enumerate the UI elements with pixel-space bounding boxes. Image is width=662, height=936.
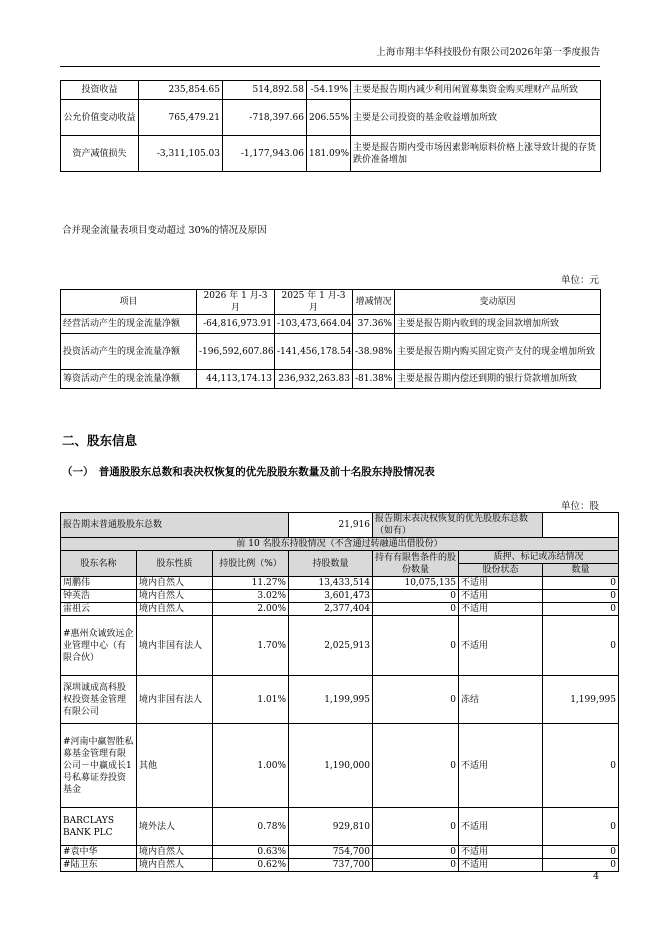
column-header: 增减情况 <box>353 290 395 315</box>
reason-cell: 主要是报告期内偿还到期的银行贷款增加所致 <box>395 370 601 389</box>
shareholding-ratio: 0.78% <box>213 808 289 846</box>
prior-cell: -718,397.66 <box>223 100 307 136</box>
column-header: 持股比例（%） <box>213 551 289 577</box>
pledge-quantity: 0 <box>543 616 619 676</box>
column-header: 股份状态 <box>459 564 543 577</box>
shareholder-nature: 境内自然人 <box>137 603 213 616</box>
prior-cell: -141,456,178.54 <box>275 334 353 370</box>
item-cell: 投资收益 <box>61 81 139 100</box>
table-row <box>61 724 619 808</box>
pledge-quantity: 1,199,995 <box>543 676 619 724</box>
column-header: 质押、标记或冻结情况 <box>459 551 619 564</box>
shareholder-nature: 境内非国有法人 <box>137 616 213 676</box>
shareholder-name: 周鹏伟 <box>61 577 137 590</box>
table-header-row <box>61 290 601 315</box>
profit-change-table <box>60 80 601 172</box>
pledge-quantity: 0 <box>543 846 619 859</box>
cashflow-change-table <box>60 289 601 389</box>
reason-cell: 主要是报告期内减少利用闲置募集资金购买理财产品所致 <box>351 81 601 100</box>
current-cell: -64,816,973.91 <box>197 315 275 334</box>
prior-cell: 236,932,263.83 <box>275 370 353 389</box>
change-cell: -81.38% <box>353 370 395 389</box>
pledge-status: 不适用 <box>459 590 543 603</box>
change-cell: 181.09% <box>307 136 351 172</box>
shareholding-quantity: 13,433,514 <box>289 577 373 590</box>
page-number: 4 <box>592 871 599 882</box>
shareholding-ratio: 11.27% <box>213 577 289 590</box>
pledge-quantity: 0 <box>543 808 619 846</box>
table-row <box>61 846 619 859</box>
change-cell: 37.36% <box>353 315 395 334</box>
shareholder-nature: 境外法人 <box>137 808 213 846</box>
restricted-shares: 10,075,135 <box>373 577 459 590</box>
total-shareholders-value: 21,916 <box>289 513 373 538</box>
restricted-shares: 0 <box>373 846 459 859</box>
shareholder-name: #河南中赢智胜私募基金管理有限公司－中赢成长1号私募证券投资基金 <box>61 724 137 808</box>
column-header: 持股数量 <box>289 551 373 577</box>
header-title: 上海市翔丰华科技股份有限公司2026年第一季度报告 <box>376 47 600 58</box>
shareholding-quantity: 1,199,995 <box>289 676 373 724</box>
pledge-quantity: 0 <box>543 590 619 603</box>
shareholder-unit: 单位：股 <box>560 501 599 512</box>
shareholder-nature: 境内自然人 <box>137 859 213 872</box>
item-cell: 筹资活动产生的现金流量净额 <box>61 370 197 389</box>
shareholding-quantity: 2,377,404 <box>289 603 373 616</box>
table-row <box>61 81 601 100</box>
pledge-status: 不适用 <box>459 616 543 676</box>
reason-cell: 主要是公司投资的基金收益增加所致 <box>351 100 601 136</box>
table-row <box>61 676 619 724</box>
column-header: 2025 年 1 月-3 月 <box>275 290 353 315</box>
shareholder-name: 钟英浩 <box>61 590 137 603</box>
shareholding-quantity: 737,700 <box>289 859 373 872</box>
restricted-shares: 0 <box>373 603 459 616</box>
table-row <box>61 136 601 172</box>
shareholder-name: #惠州众诚致远企业管理中心（有限合伙） <box>61 616 137 676</box>
shareholder-name: 雷祖云 <box>61 603 137 616</box>
pledge-status: 不适用 <box>459 808 543 846</box>
prior-cell: -1,177,943.06 <box>223 136 307 172</box>
pledge-status: 不适用 <box>459 603 543 616</box>
column-header: 股东名称 <box>61 551 137 577</box>
restricted-shares: 0 <box>373 859 459 872</box>
table-row <box>61 808 619 846</box>
table-row <box>61 577 619 590</box>
section-title: 二、股东信息 <box>62 433 138 448</box>
restricted-shares: 0 <box>373 724 459 808</box>
item-cell: 公允价值变动收益 <box>61 100 139 136</box>
cashflow-unit: 单位：元 <box>560 275 599 286</box>
reason-cell: 主要是报告期内受市场因素影响原料价格上涨导致计提的存货跌价准备增加 <box>351 136 601 172</box>
shareholder-name: BARCLAYS BANK PLC <box>61 808 137 846</box>
current-cell: 44,113,174.13 <box>197 370 275 389</box>
shareholding-ratio: 1.70% <box>213 616 289 676</box>
shareholder-table <box>60 512 619 872</box>
current-cell: -3,311,105.03 <box>139 136 223 172</box>
shareholding-ratio: 0.62% <box>213 859 289 872</box>
cashflow-intro: 合并现金流量表项目变动超过 30%的情况及原因 <box>62 225 267 236</box>
restricted-shares: 0 <box>373 590 459 603</box>
pledge-quantity: 0 <box>543 603 619 616</box>
prior-cell: 514,892.58 <box>223 81 307 100</box>
shareholding-ratio: 2.00% <box>213 603 289 616</box>
shareholder-nature: 境内自然人 <box>137 846 213 859</box>
change-cell: -54.19% <box>307 81 351 100</box>
pledge-quantity: 0 <box>543 724 619 808</box>
restricted-shares: 0 <box>373 676 459 724</box>
item-cell: 资产减值损失 <box>61 136 139 172</box>
table-row <box>61 334 601 370</box>
shareholder-name: #袁中华 <box>61 846 137 859</box>
restricted-shares: 0 <box>373 616 459 676</box>
pledge-quantity: 0 <box>543 577 619 590</box>
table-row <box>61 616 619 676</box>
summary-row <box>61 513 619 538</box>
shareholder-nature: 境内自然人 <box>137 577 213 590</box>
shareholding-ratio: 3.02% <box>213 590 289 603</box>
page-header <box>60 40 600 67</box>
shareholder-name: 深圳诚成高科股权投资基金管理有限公司 <box>61 676 137 724</box>
shareholding-quantity: 929,810 <box>289 808 373 846</box>
restricted-shares: 0 <box>373 808 459 846</box>
shareholder-nature: 境内自然人 <box>137 590 213 603</box>
reason-cell: 主要是报告期内购买固定资产支付的现金增加所致 <box>395 334 601 370</box>
current-cell: -196,592,607.86 <box>197 334 275 370</box>
column-header: 变动原因 <box>395 290 601 315</box>
total-shareholders-label: 报告期末普通股股东总数 <box>61 513 289 538</box>
change-cell: 206.55% <box>307 100 351 136</box>
shareholder-name: #陆卫东 <box>61 859 137 872</box>
column-header: 持有有限售条件的股份数量 <box>373 551 459 577</box>
pledge-status: 不适用 <box>459 577 543 590</box>
pledge-status: 冻结 <box>459 676 543 724</box>
pledge-status: 不适用 <box>459 724 543 808</box>
shareholding-quantity: 2,025,913 <box>289 616 373 676</box>
preferred-shareholders-label: 报告期末表决权恢复的优先股股东总数（如有） <box>373 513 543 538</box>
shareholder-nature: 其他 <box>137 724 213 808</box>
table-row <box>61 603 619 616</box>
shareholding-ratio: 1.01% <box>213 676 289 724</box>
shareholding-quantity: 3,601,473 <box>289 590 373 603</box>
top10-title: 前 10 名股东持股情况（不含通过转融通出借股份） <box>61 538 619 551</box>
table-row <box>61 590 619 603</box>
subsection-title: （一） 普通股股东总数和表决权恢复的优先股股东数量及前十名股东持股情况表 <box>62 466 435 478</box>
pledge-quantity: 0 <box>543 859 619 872</box>
item-cell: 经营活动产生的现金流量净额 <box>61 315 197 334</box>
column-header: 股东性质 <box>137 551 213 577</box>
table-row <box>61 100 601 136</box>
current-cell: 235,854.65 <box>139 81 223 100</box>
item-cell: 投资活动产生的现金流量净额 <box>61 334 197 370</box>
table-row <box>61 859 619 872</box>
column-header: 数量 <box>543 564 619 577</box>
reason-cell: 主要是报告期内收到的现金回款增加所致 <box>395 315 601 334</box>
shareholding-quantity: 754,700 <box>289 846 373 859</box>
shareholding-ratio: 0.63% <box>213 846 289 859</box>
prior-cell: -103,473,664.04 <box>275 315 353 334</box>
top10-title-row <box>61 538 619 551</box>
table-row <box>61 315 601 334</box>
pledge-status: 不适用 <box>459 859 543 872</box>
preferred-shareholders-value <box>543 513 619 538</box>
shareholding-ratio: 1.00% <box>213 724 289 808</box>
column-header: 2026 年 1 月-3 月 <box>197 290 275 315</box>
column-header: 项目 <box>61 290 197 315</box>
change-cell: -38.98% <box>353 334 395 370</box>
shareholder-nature: 境内非国有法人 <box>137 676 213 724</box>
table-header-row <box>61 551 619 564</box>
current-cell: 765,479.21 <box>139 100 223 136</box>
pledge-status: 不适用 <box>459 846 543 859</box>
table-row <box>61 370 601 389</box>
shareholding-quantity: 1,190,000 <box>289 724 373 808</box>
